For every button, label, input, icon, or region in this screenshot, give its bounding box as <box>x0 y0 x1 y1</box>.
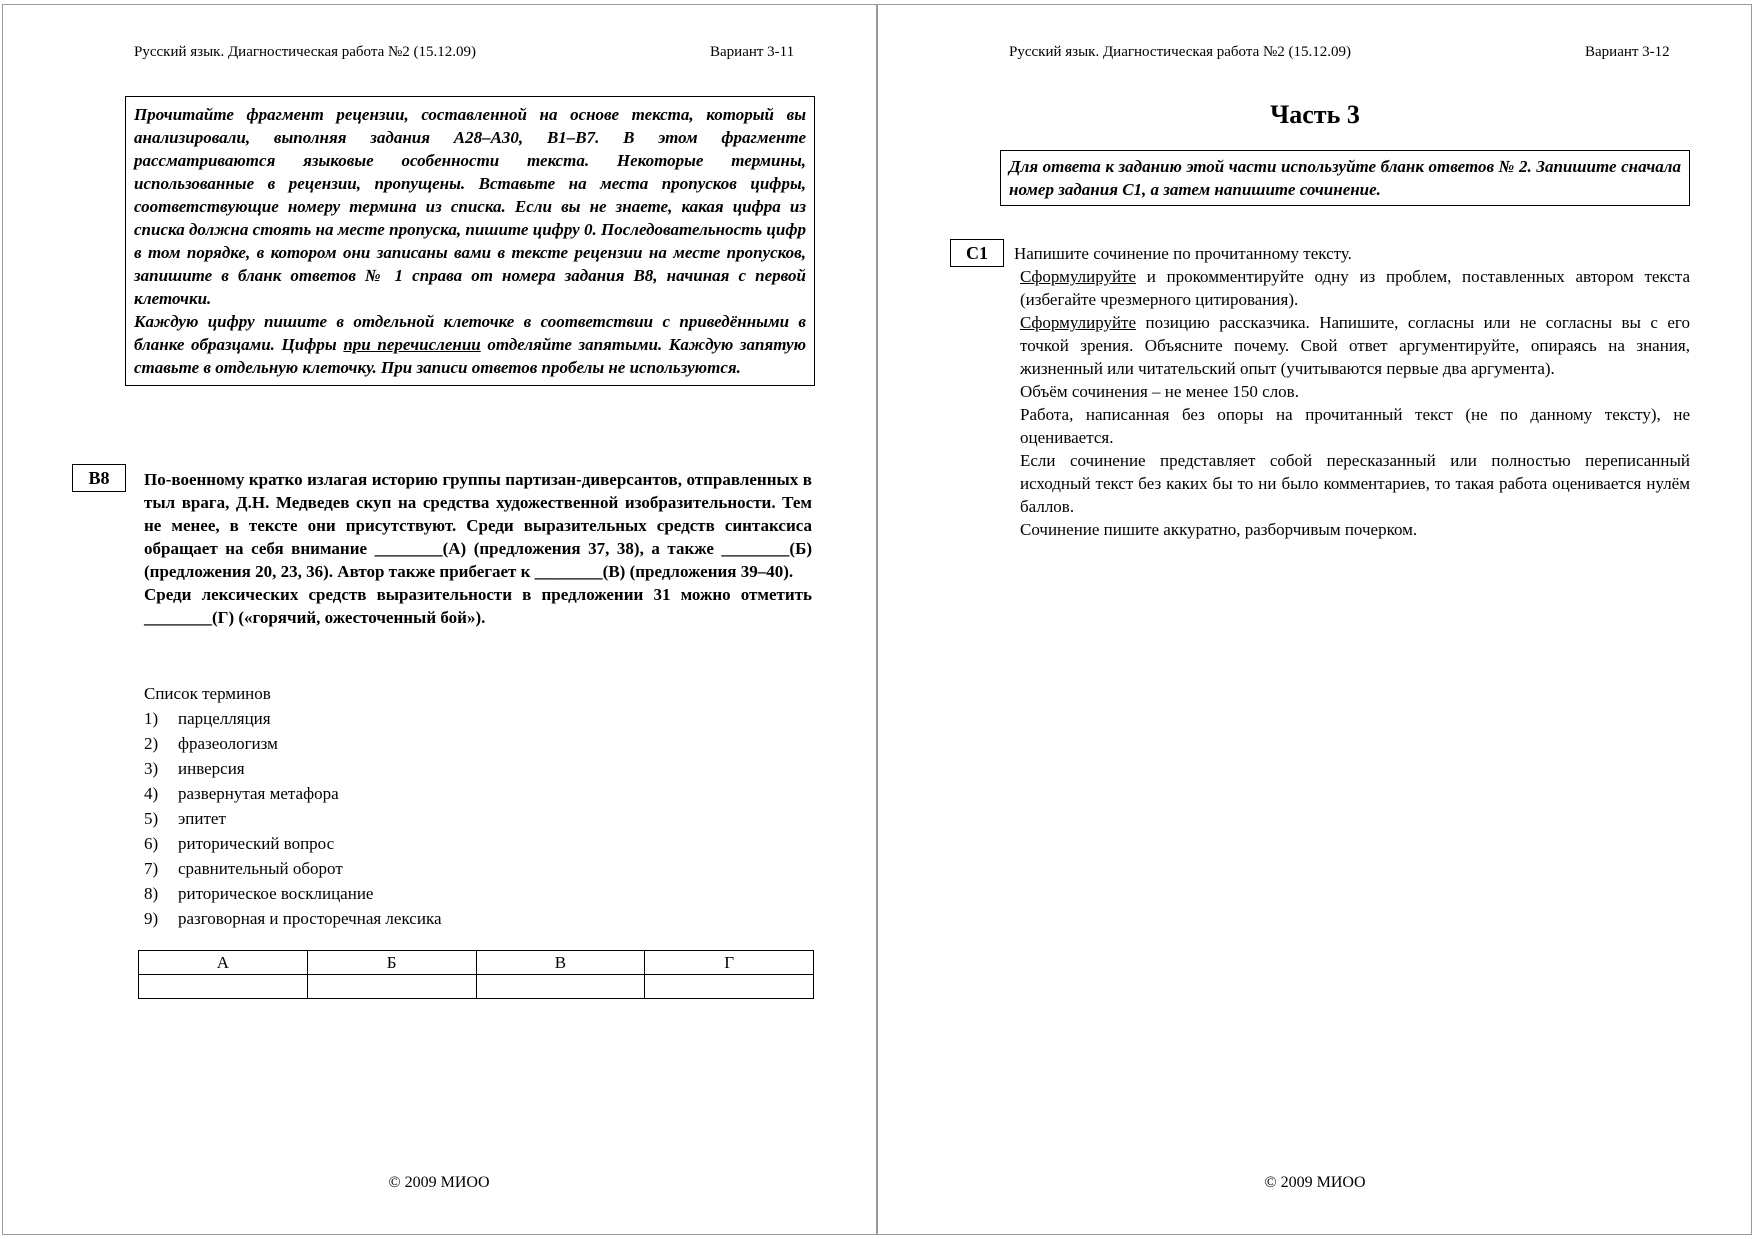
term-number: 5) <box>144 809 159 828</box>
instruction-text: отделяйте запятыми. Каждую запятую ставьте в отдельную клеточку. При записи ответов пробелы не используются. <box>134 335 806 377</box>
list-item <box>144 856 744 881</box>
term-number: 4) <box>144 784 159 803</box>
column-header: В <box>476 951 645 975</box>
task-sentence: позицию рассказчика. Напишите, согласны или не согласны вы с его точкой зрения. Объясните почему. Свой ответ аргументируйте, опираясь на знания, жизненный или читательский опыт (учитываются первые два аргумента). <box>1020 313 1690 378</box>
task-paragraph: Сочинение пишите аккуратно, разборчивым почерком. <box>1020 520 1418 539</box>
part-title: Часть 3 <box>1270 100 1360 129</box>
term-number: 8) <box>144 884 159 903</box>
task-label-b8: В8 <box>72 464 126 492</box>
column-header: Г <box>645 951 814 975</box>
instruction-box <box>125 96 815 386</box>
terms-list <box>144 682 744 931</box>
task-paragraph: Работа, написанная без опоры на прочитанный текст (не по данному тексту), не оценивается. <box>1020 405 1690 447</box>
header-title: Русский язык. Диагностическая работа №2 (15.12.09) <box>1009 44 1352 60</box>
table-header-row <box>139 951 814 975</box>
instruction-text: Каждую цифру пишите в отдельной клеточке в соответствии с приведёнными в бланке образцами. Цифры <box>134 312 806 354</box>
term-text: риторическое восклицание <box>178 884 374 903</box>
column-header: А <box>139 951 308 975</box>
list-item <box>144 781 744 806</box>
list-item <box>144 906 744 931</box>
page-footer: © 2009 МИОО <box>1264 1174 1366 1191</box>
instruction-paragraph: Прочитайте фрагмент рецензии, составленной на основе текста, который вы анализировали, выполняя задания А28–А30, В1–В7. В этом фрагменте рассматриваются языковые особенности текста. Некоторые термины, использованные в рецензии, пропущены. Вставьте на места пропусков цифры, соответствующие номеру термина из списка. Если вы не знаете, какая цифра из списка должна стоять на месте пропуска, пишите цифру 0. Последовательность цифр в том порядке, в котором они записаны вами в тексте рецензии на месте пропусков, запишите в бланк ответов № 1 справа от номера задания В8, начиная с первой клеточки. <box>134 105 806 308</box>
term-text: разговорная и просторечная лексика <box>178 909 442 928</box>
instruction-underlined: при перечислении <box>343 335 481 354</box>
task-paragraph: Среди лексических средств выразительности в предложении 31 можно отметить ________(Г) («горячий, ожесточенный бой»). <box>144 585 812 627</box>
term-text: фразеологизм <box>178 734 278 753</box>
list-item <box>144 881 744 906</box>
answer-cell[interactable] <box>476 975 645 999</box>
list-item <box>144 706 744 731</box>
task-paragraph: Если сочинение представляет собой пересказанный или полностью переписанный исходный текст без каких бы то ни было комментариев, то такая работа оценивается нулём баллов. <box>1020 451 1690 516</box>
term-text: парцелляция <box>178 709 271 728</box>
list-item <box>144 806 744 831</box>
term-text: развернутая метафора <box>178 784 339 803</box>
table-row <box>139 975 814 999</box>
task-paragraph: По-военному кратко излагая историю группы партизан-диверсантов, отправленных в тыл врага, Д.Н. Медведев скуп на средства художественной изобразительности. Тем не менее, в тексте они присутствуют. Среди выразительных средств синтаксиса обращает на себя внимание ________(А) (предложения 37, 38), а также ________(Б) (предложения 20, 23, 36). Автор также прибегает к ________(В) (предложения 39–40). <box>144 470 812 581</box>
task-text <box>1020 265 1690 541</box>
task-paragraph <box>1020 311 1690 380</box>
task-sentence: и прокомментируйте одну из проблем, поставленных автором текста (избегайте чрезмерного цитирования). <box>1020 267 1690 309</box>
answer-table <box>138 950 814 999</box>
list-item <box>144 756 744 781</box>
term-text: эпитет <box>178 809 226 828</box>
instruction-box: Для ответа к заданию этой части используйте бланк ответов № 2. Запишите сначала номер задания С1, а затем напишите сочинение. <box>1000 150 1690 206</box>
term-text: сравнительный оборот <box>178 859 343 878</box>
term-text: риторический вопрос <box>178 834 335 853</box>
term-number: 6) <box>144 834 159 853</box>
header-title: Русский язык. Диагностическая работа №2 (15.12.09) <box>134 44 477 60</box>
term-text: инверсия <box>178 759 245 778</box>
task-underlined: Сформулируйте <box>1020 267 1137 286</box>
term-number: 7) <box>144 859 159 878</box>
page-footer: © 2009 МИОО <box>388 1174 490 1191</box>
right-page <box>878 4 1752 1235</box>
left-page <box>2 4 876 1235</box>
answer-cell[interactable] <box>139 975 308 999</box>
column-header: Б <box>307 951 476 975</box>
term-number: 3) <box>144 759 159 778</box>
term-number: 9) <box>144 909 159 928</box>
task-underlined: Сформулируйте <box>1020 313 1137 332</box>
task-paragraph <box>1020 265 1690 311</box>
answer-cell[interactable] <box>307 975 476 999</box>
answer-cell[interactable] <box>645 975 814 999</box>
header-variant: Вариант 3-11 <box>710 44 795 60</box>
task-paragraph: Объём сочинения – не менее 150 слов. <box>1020 382 1299 401</box>
task-label-c1: С1 <box>950 239 1004 267</box>
term-number: 1) <box>144 709 159 728</box>
instruction-paragraph <box>134 310 806 379</box>
header-variant: Вариант 3-12 <box>1585 44 1670 60</box>
term-number: 2) <box>144 734 159 753</box>
terms-title: Список терминов <box>144 684 271 703</box>
list-item <box>144 731 744 756</box>
task-intro: Напишите сочинение по прочитанному тексту. <box>1014 244 1352 263</box>
task-text <box>144 468 812 629</box>
list-item <box>144 831 744 856</box>
